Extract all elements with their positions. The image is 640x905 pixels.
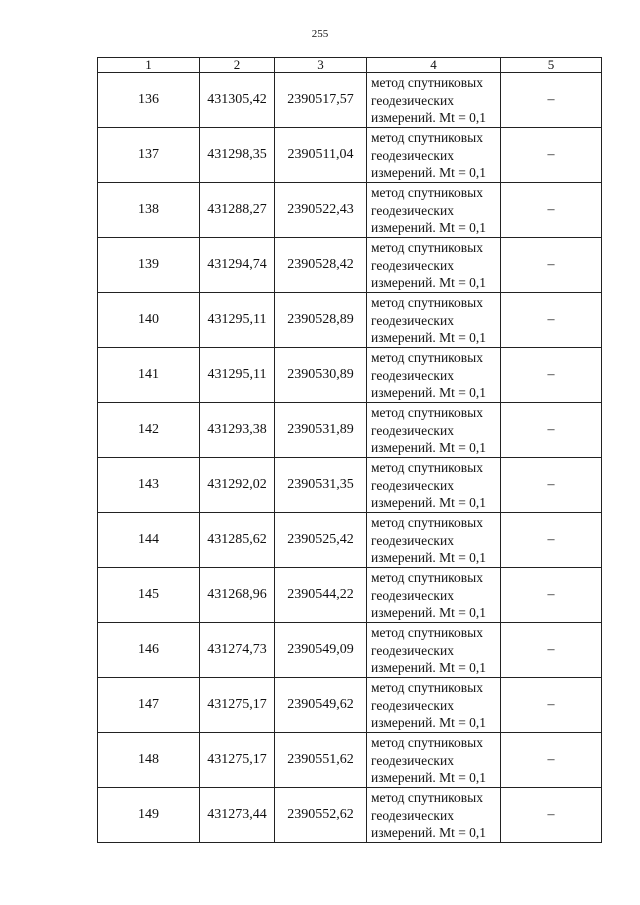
y-coordinate-cell: 2390522,43 bbox=[275, 183, 367, 238]
method-cell bbox=[367, 183, 501, 238]
x-coordinate-cell: 431288,27 bbox=[200, 183, 275, 238]
method-text-line: метод спутниковых bbox=[371, 130, 483, 145]
y-coordinate-cell: 2390511,04 bbox=[275, 128, 367, 183]
method-text-line: измерений. Mt = 0,1 bbox=[371, 770, 487, 785]
table-header-row bbox=[98, 58, 602, 73]
coordinates-table bbox=[97, 57, 602, 843]
method-text-line: измерений. Mt = 0,1 bbox=[371, 605, 487, 620]
table-row bbox=[98, 73, 602, 128]
method-text-line: геодезических bbox=[371, 642, 454, 658]
x-coordinate-cell: 431293,38 bbox=[200, 403, 275, 458]
column-header-5: 5 bbox=[501, 58, 602, 73]
column-5-cell: – bbox=[501, 183, 602, 238]
table-row bbox=[98, 348, 602, 403]
table-row bbox=[98, 678, 602, 733]
method-text-line: метод спутниковых bbox=[371, 680, 483, 695]
method-text-line: геодезических bbox=[371, 477, 454, 493]
column-5-cell: – bbox=[501, 348, 602, 403]
method-text-line: измерений. Mt = 0,1 bbox=[371, 275, 487, 290]
y-coordinate-cell: 2390531,35 bbox=[275, 458, 367, 513]
method-cell bbox=[367, 623, 501, 678]
table-row bbox=[98, 623, 602, 678]
column-5-cell: – bbox=[501, 733, 602, 788]
method-text-line: измерений. Mt = 0,1 bbox=[371, 715, 487, 730]
column-5-cell: – bbox=[501, 623, 602, 678]
method-cell bbox=[367, 568, 501, 623]
table-row bbox=[98, 458, 602, 513]
column-5-cell: – bbox=[501, 458, 602, 513]
x-coordinate-cell: 431274,73 bbox=[200, 623, 275, 678]
table-row bbox=[98, 568, 602, 623]
method-text-line: метод спутниковых bbox=[371, 570, 483, 585]
method-cell bbox=[367, 293, 501, 348]
y-coordinate-cell: 2390530,89 bbox=[275, 348, 367, 403]
method-text-line: метод спутниковых bbox=[371, 515, 483, 530]
y-coordinate-cell: 2390528,42 bbox=[275, 238, 367, 293]
column-header-4: 4 bbox=[367, 58, 501, 73]
y-coordinate-cell: 2390551,62 bbox=[275, 733, 367, 788]
method-text-line: метод спутниковых bbox=[371, 75, 483, 90]
point-number-cell: 140 bbox=[98, 293, 200, 348]
method-text-line: геодезических bbox=[371, 697, 454, 713]
x-coordinate-cell: 431305,42 bbox=[200, 73, 275, 128]
point-number-cell: 145 bbox=[98, 568, 200, 623]
column-5-cell: – bbox=[501, 788, 602, 843]
column-5-cell: – bbox=[501, 238, 602, 293]
x-coordinate-cell: 431268,96 bbox=[200, 568, 275, 623]
x-coordinate-cell: 431275,17 bbox=[200, 733, 275, 788]
point-number-cell: 143 bbox=[98, 458, 200, 513]
x-coordinate-cell: 431292,02 bbox=[200, 458, 275, 513]
method-text-line: геодезических bbox=[371, 257, 454, 273]
x-coordinate-cell: 431298,35 bbox=[200, 128, 275, 183]
method-text-line: измерений. Mt = 0,1 bbox=[371, 440, 487, 455]
method-cell bbox=[367, 73, 501, 128]
table-row bbox=[98, 513, 602, 568]
method-text-line: измерений. Mt = 0,1 bbox=[371, 220, 487, 235]
table-row bbox=[98, 403, 602, 458]
method-text-line: метод спутниковых bbox=[371, 350, 483, 365]
method-text-line: геодезических bbox=[371, 202, 454, 218]
table-row bbox=[98, 238, 602, 293]
point-number-cell: 142 bbox=[98, 403, 200, 458]
column-5-cell: – bbox=[501, 403, 602, 458]
method-text-line: геодезических bbox=[371, 587, 454, 603]
method-text-line: метод спутниковых bbox=[371, 460, 483, 475]
column-5-cell: – bbox=[501, 128, 602, 183]
point-number-cell: 137 bbox=[98, 128, 200, 183]
method-text-line: измерений. Mt = 0,1 bbox=[371, 110, 487, 125]
point-number-cell: 141 bbox=[98, 348, 200, 403]
y-coordinate-cell: 2390528,89 bbox=[275, 293, 367, 348]
x-coordinate-cell: 431295,11 bbox=[200, 348, 275, 403]
y-coordinate-cell: 2390531,89 bbox=[275, 403, 367, 458]
method-text-line: метод спутниковых bbox=[371, 790, 483, 805]
table-row bbox=[98, 733, 602, 788]
point-number-cell: 139 bbox=[98, 238, 200, 293]
y-coordinate-cell: 2390525,42 bbox=[275, 513, 367, 568]
column-5-cell: – bbox=[501, 568, 602, 623]
method-text-line: геодезических bbox=[371, 807, 454, 823]
column-header-1: 1 bbox=[98, 58, 200, 73]
method-cell bbox=[367, 513, 501, 568]
method-text-line: метод спутниковых bbox=[371, 625, 483, 640]
method-text-line: геодезических bbox=[371, 312, 454, 328]
method-text-line: метод спутниковых bbox=[371, 240, 483, 255]
method-text-line: измерений. Mt = 0,1 bbox=[371, 550, 487, 565]
point-number-cell: 136 bbox=[98, 73, 200, 128]
method-text-line: геодезических bbox=[371, 422, 454, 438]
y-coordinate-cell: 2390552,62 bbox=[275, 788, 367, 843]
method-cell bbox=[367, 348, 501, 403]
point-number-cell: 144 bbox=[98, 513, 200, 568]
column-5-cell: – bbox=[501, 73, 602, 128]
table-row bbox=[98, 293, 602, 348]
x-coordinate-cell: 431275,17 bbox=[200, 678, 275, 733]
x-coordinate-cell: 431294,74 bbox=[200, 238, 275, 293]
point-number-cell: 138 bbox=[98, 183, 200, 238]
method-text-line: измерений. Mt = 0,1 bbox=[371, 495, 487, 510]
y-coordinate-cell: 2390517,57 bbox=[275, 73, 367, 128]
method-text-line: измерений. Mt = 0,1 bbox=[371, 825, 487, 840]
point-number-cell: 149 bbox=[98, 788, 200, 843]
point-number-cell: 146 bbox=[98, 623, 200, 678]
method-text-line: геодезических bbox=[371, 147, 454, 163]
method-cell bbox=[367, 733, 501, 788]
method-cell bbox=[367, 678, 501, 733]
method-text-line: метод спутниковых bbox=[371, 295, 483, 310]
method-text-line: измерений. Mt = 0,1 bbox=[371, 660, 487, 675]
method-text-line: геодезических bbox=[371, 367, 454, 383]
y-coordinate-cell: 2390549,62 bbox=[275, 678, 367, 733]
x-coordinate-cell: 431295,11 bbox=[200, 293, 275, 348]
column-5-cell: – bbox=[501, 293, 602, 348]
method-cell bbox=[367, 128, 501, 183]
method-cell bbox=[367, 458, 501, 513]
table-row bbox=[98, 128, 602, 183]
x-coordinate-cell: 431285,62 bbox=[200, 513, 275, 568]
method-cell bbox=[367, 238, 501, 293]
method-text-line: измерений. Mt = 0,1 bbox=[371, 330, 487, 345]
point-number-cell: 147 bbox=[98, 678, 200, 733]
method-text-line: измерений. Mt = 0,1 bbox=[371, 165, 487, 180]
page-number: 255 bbox=[311, 28, 329, 40]
method-text-line: геодезических bbox=[371, 92, 454, 108]
column-5-cell: – bbox=[501, 678, 602, 733]
table-body bbox=[98, 73, 602, 843]
y-coordinate-cell: 2390549,09 bbox=[275, 623, 367, 678]
method-cell bbox=[367, 788, 501, 843]
table-row bbox=[98, 183, 602, 238]
column-5-cell: – bbox=[501, 513, 602, 568]
method-text-line: измерений. Mt = 0,1 bbox=[371, 385, 487, 400]
method-text-line: геодезических bbox=[371, 752, 454, 768]
table-row bbox=[98, 788, 602, 843]
column-header-2: 2 bbox=[200, 58, 275, 73]
method-text-line: метод спутниковых bbox=[371, 405, 483, 420]
method-cell bbox=[367, 403, 501, 458]
point-number-cell: 148 bbox=[98, 733, 200, 788]
method-text-line: метод спутниковых bbox=[371, 185, 483, 200]
method-text-line: геодезических bbox=[371, 532, 454, 548]
column-header-3: 3 bbox=[275, 58, 367, 73]
x-coordinate-cell: 431273,44 bbox=[200, 788, 275, 843]
method-text-line: метод спутниковых bbox=[371, 735, 483, 750]
y-coordinate-cell: 2390544,22 bbox=[275, 568, 367, 623]
